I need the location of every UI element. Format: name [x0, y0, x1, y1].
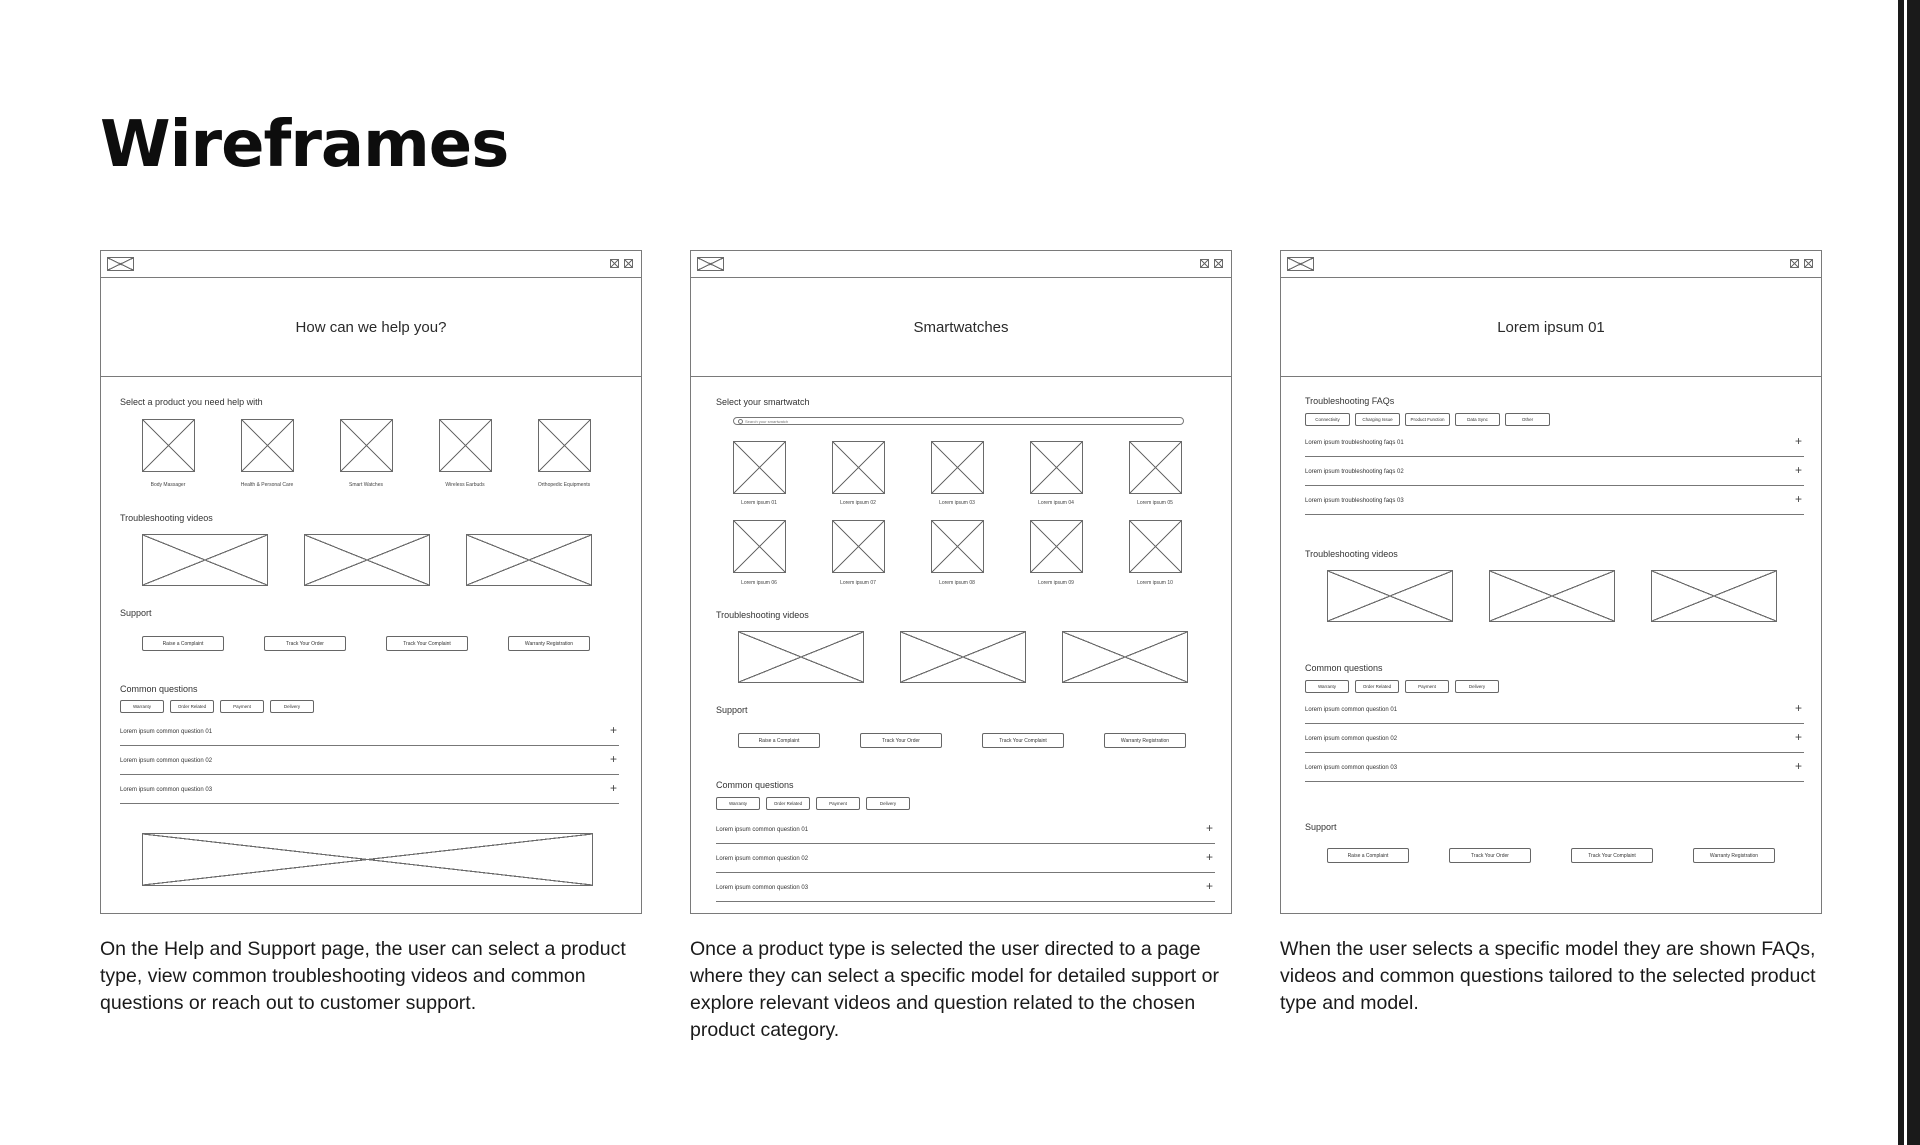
faq-chip-other[interactable]: Other	[1505, 413, 1550, 426]
questions-label: Common questions	[1305, 663, 1383, 673]
warranty-registration-button[interactable]: Warranty Registration	[1104, 733, 1186, 748]
nav-icon-placeholder	[610, 259, 619, 268]
faq-chip-data-sync[interactable]: Data Sync	[1455, 413, 1500, 426]
question-text: Lorem ipsum common question 03	[120, 787, 213, 793]
model-tile[interactable]	[733, 520, 786, 573]
question-row[interactable]	[1305, 730, 1804, 753]
model-tile[interactable]	[1129, 520, 1182, 573]
question-row[interactable]	[716, 850, 1215, 873]
product-tile[interactable]	[142, 419, 195, 472]
raise-complaint-button[interactable]: Raise a Complaint	[738, 733, 820, 748]
question-row[interactable]	[1305, 701, 1804, 724]
model-caption: Lorem ipsum 08	[939, 580, 975, 586]
product-caption: Smart Watches	[349, 482, 383, 488]
filter-chip-warranty[interactable]: Warranty	[120, 700, 164, 713]
video-thumbnail[interactable]	[1327, 570, 1453, 622]
filter-chip-order-related[interactable]: Order Related	[170, 700, 214, 713]
wireframe-topbar	[691, 251, 1231, 278]
question-row[interactable]	[120, 752, 619, 775]
videos-label: Troubleshooting videos	[716, 610, 809, 620]
product-tile[interactable]	[340, 419, 393, 472]
faq-text: Lorem ipsum troubleshooting faqs 03	[1305, 498, 1404, 504]
expand-plus-icon[interactable]: +	[1794, 434, 1802, 448]
expand-plus-icon[interactable]: +	[609, 752, 617, 766]
support-label: Support	[1305, 822, 1337, 832]
video-thumbnail[interactable]	[900, 631, 1026, 683]
caption-smartwatches: Once a product type is selected the user directed to a page where they can select a specific model for detailed support or explore relevant videos and question related to the chosen product category.	[690, 938, 1219, 1041]
model-caption: Lorem ipsum 09	[1038, 580, 1074, 586]
faq-chip-product-function[interactable]: Product Function	[1405, 413, 1450, 426]
faq-text: Lorem ipsum troubleshooting faqs 01	[1305, 440, 1404, 446]
logo-placeholder-icon	[107, 257, 134, 271]
videos-label: Troubleshooting videos	[1305, 549, 1398, 559]
videos-label: Troubleshooting videos	[120, 513, 213, 523]
video-thumbnail[interactable]	[466, 534, 592, 586]
track-complaint-button[interactable]: Track Your Complaint	[982, 733, 1064, 748]
filter-chip-payment[interactable]: Payment	[1405, 680, 1449, 693]
warranty-registration-button[interactable]: Warranty Registration	[1693, 848, 1775, 863]
filter-chip-order-related[interactable]: Order Related	[1355, 680, 1399, 693]
search-input[interactable]	[733, 417, 1184, 425]
expand-plus-icon[interactable]: +	[1205, 821, 1213, 835]
video-thumbnail[interactable]	[738, 631, 864, 683]
model-caption: Lorem ipsum 05	[1137, 500, 1173, 506]
filter-chip-delivery[interactable]: Delivery	[270, 700, 314, 713]
model-tile[interactable]	[733, 441, 786, 494]
product-tile[interactable]	[538, 419, 591, 472]
expand-plus-icon[interactable]: +	[609, 723, 617, 737]
wireframe-model-detail	[1280, 250, 1822, 914]
faq-row[interactable]	[1305, 434, 1804, 457]
questions-label: Common questions	[716, 780, 794, 790]
caption-help-support: On the Help and Support page, the user can select a product type, view common troubleshooting videos and common questions or reach out to customer support.	[100, 938, 626, 1014]
support-label: Support	[120, 608, 152, 618]
expand-plus-icon[interactable]: +	[1205, 850, 1213, 864]
faq-text: Lorem ipsum troubleshooting faqs 02	[1305, 469, 1404, 475]
wireframe-smartwatches	[690, 250, 1232, 914]
question-row[interactable]	[716, 821, 1215, 844]
track-order-button[interactable]: Track Your Order	[860, 733, 942, 748]
hero-title: Lorem ipsum 01	[1281, 278, 1821, 377]
video-thumbnail[interactable]	[304, 534, 430, 586]
wireframe-topbar	[101, 251, 641, 278]
raise-complaint-button[interactable]: Raise a Complaint	[1327, 848, 1409, 863]
model-caption: Lorem ipsum 04	[1038, 500, 1074, 506]
product-caption: Health & Personal Care	[240, 482, 294, 488]
question-text: Lorem ipsum common question 03	[716, 885, 809, 891]
question-text: Lorem ipsum common question 02	[716, 856, 809, 862]
search-placeholder: Search your smartwatch	[745, 418, 789, 424]
filter-chip-delivery[interactable]: Delivery	[1455, 680, 1499, 693]
expand-plus-icon[interactable]: +	[1205, 879, 1213, 893]
filter-chip-warranty[interactable]: Warranty	[1305, 680, 1349, 693]
question-text: Lorem ipsum common question 01	[716, 827, 809, 833]
expand-plus-icon[interactable]: +	[609, 781, 617, 795]
video-thumbnail[interactable]	[1651, 570, 1777, 622]
product-tile[interactable]	[241, 419, 294, 472]
nav-icon-placeholder	[1200, 259, 1209, 268]
product-caption: Body Massager	[150, 482, 186, 488]
expand-plus-icon[interactable]: +	[1794, 701, 1802, 715]
filter-chip-payment[interactable]: Payment	[220, 700, 264, 713]
track-complaint-button[interactable]: Track Your Complaint	[386, 636, 468, 651]
model-tile[interactable]	[1129, 441, 1182, 494]
product-tile[interactable]	[439, 419, 492, 472]
model-caption: Lorem ipsum 01	[741, 500, 777, 506]
question-row[interactable]	[120, 723, 619, 746]
select-model-label: Select your smartwatch	[716, 397, 810, 407]
video-thumbnail[interactable]	[142, 534, 268, 586]
logo-placeholder-icon	[697, 257, 724, 271]
track-order-button[interactable]: Track Your Order	[1449, 848, 1531, 863]
expand-plus-icon[interactable]: +	[1794, 730, 1802, 744]
faq-chip-charging-issue[interactable]: Charging Issue	[1355, 413, 1400, 426]
hero-title: How can we help you?	[101, 278, 641, 377]
model-caption: Lorem ipsum 07	[840, 580, 876, 586]
model-caption: Lorem ipsum 03	[939, 500, 975, 506]
model-tile[interactable]	[931, 441, 984, 494]
nav-icon-placeholder	[1214, 259, 1223, 268]
product-caption: Wireless Earbuds	[445, 482, 485, 488]
wireframe-help-support	[100, 250, 642, 914]
caption-model-detail: When the user selects a specific model they are shown FAQs, videos and common questions tailored to the selected product type and model.	[1280, 938, 1816, 1014]
model-caption: Lorem ipsum 06	[741, 580, 777, 586]
banner-placeholder	[142, 833, 593, 886]
select-product-label: Select a product you need help with	[120, 397, 263, 407]
search-icon	[738, 419, 743, 424]
product-caption: Orthopedic Equipments	[537, 482, 591, 488]
model-caption: Lorem ipsum 10	[1137, 580, 1173, 586]
track-order-button[interactable]: Track Your Order	[264, 636, 346, 651]
question-text: Lorem ipsum common question 01	[120, 729, 213, 735]
expand-plus-icon[interactable]: +	[1794, 492, 1802, 506]
video-thumbnail[interactable]	[1062, 631, 1188, 683]
model-tile[interactable]	[1030, 520, 1083, 573]
faq-chip-connectivity[interactable]: Connectivity	[1305, 413, 1350, 426]
track-complaint-button[interactable]: Track Your Complaint	[1571, 848, 1653, 863]
logo-placeholder-icon	[1287, 257, 1314, 271]
video-thumbnail[interactable]	[1489, 570, 1615, 622]
questions-label: Common questions	[120, 684, 198, 694]
faq-label: Troubleshooting FAQs	[1305, 396, 1395, 406]
expand-plus-icon[interactable]: +	[1794, 759, 1802, 773]
nav-icon-placeholder	[1790, 259, 1799, 268]
faq-row[interactable]	[1305, 463, 1804, 486]
page-title: Wireframes	[100, 108, 509, 182]
support-label: Support	[716, 705, 748, 715]
question-row[interactable]	[716, 879, 1215, 902]
model-tile[interactable]	[1030, 441, 1083, 494]
question-text: Lorem ipsum common question 02	[120, 758, 213, 764]
model-tile[interactable]	[832, 520, 885, 573]
question-text: Lorem ipsum common question 01	[1305, 707, 1398, 713]
model-caption: Lorem ipsum 02	[840, 500, 876, 506]
filter-chip-order-related[interactable]: Order Related	[766, 797, 810, 810]
question-row[interactable]	[1305, 759, 1804, 782]
filter-chip-warranty[interactable]: Warranty	[716, 797, 760, 810]
filter-chip-delivery[interactable]: Delivery	[866, 797, 910, 810]
raise-complaint-button[interactable]: Raise a Complaint	[142, 636, 224, 651]
question-row[interactable]	[120, 781, 619, 804]
expand-plus-icon[interactable]: +	[1794, 463, 1802, 477]
nav-icon-placeholder	[1804, 259, 1813, 268]
faq-row[interactable]	[1305, 492, 1804, 515]
filter-chip-payment[interactable]: Payment	[816, 797, 860, 810]
warranty-registration-button[interactable]: Warranty Registration	[508, 636, 590, 651]
question-text: Lorem ipsum common question 03	[1305, 765, 1398, 771]
right-edge-strip	[1898, 0, 1920, 1145]
wireframe-topbar	[1281, 251, 1821, 278]
model-tile[interactable]	[931, 520, 984, 573]
hero-title: Smartwatches	[691, 278, 1231, 377]
question-text: Lorem ipsum common question 02	[1305, 736, 1398, 742]
nav-icon-placeholder	[624, 259, 633, 268]
model-tile[interactable]	[832, 441, 885, 494]
